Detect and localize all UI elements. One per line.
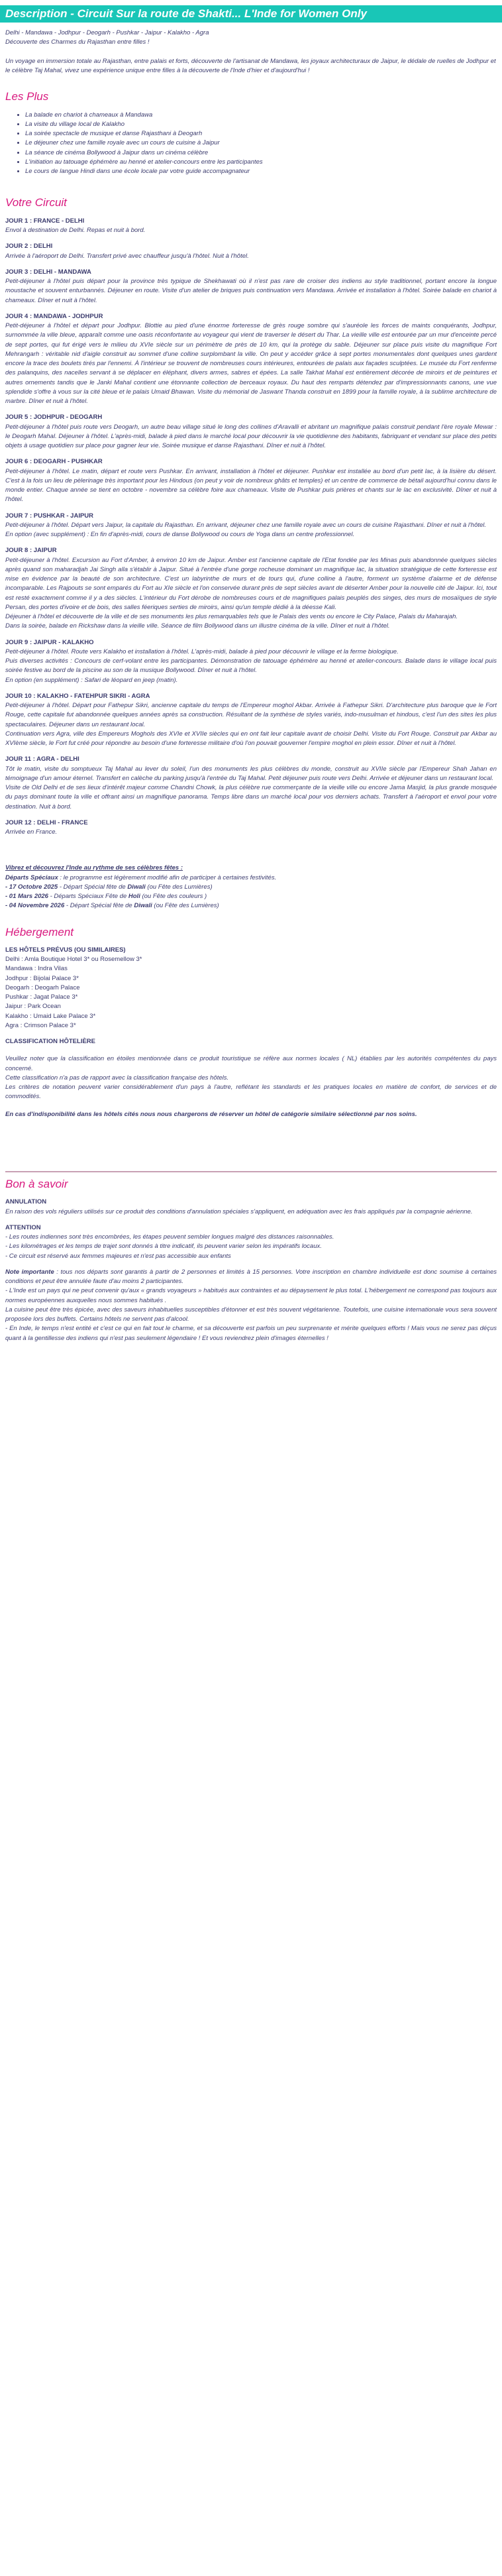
intro [5,28,497,76]
day-paragraph: Déjeuner à l'hôtel et découverte de la ville et de ses monuments les plus remarquables tels que le Palais des vents ou encore le City Palace, Palais du Maharajah. [5,613,458,621]
day-paragraph: Petit-déjeuner à l'hôtel. Excursion au Fort d'Amber, à environ 10 km de Jaipur. Amber est l'ancienne capitale de l'Etat fondée par les Minas puis abandonnée quelques siècles après quand son maharadjah Jai Singh alla s'établir à Jaipur. Situé à l'entrée d'une gorge rocheuse dominant un magnifique lac, la situation stratégique de cette forteresse est mise en évidence par la beauté de son architecture. C'est un labyrinthe de murs et de tours qui, d'une colline à l'autre, forment un système d'alarme et de défense incomparable. Les Rajpouts se sont emparés du Fort au XIe siècle et l'on conservée durant près de sept siècles avant de déserter Amber pour la nouvelle cité de Jaipur. Ici, tout est resté exactement comme il y a des siècles. L'intérieur du Fort dérobe de nombreuses cours et de magnifiques palais peuplés des singes, des murs de mosaïques de style Persan, des portes d'ivoire et de bois, des salles féeriques serties de miroirs, ainsi qu'un temple dédié à la déesse Kali. [5,556,497,611]
info-paragraph: La cuisine peut être très épicée, avec des saveurs inhabituelles susceptibles d'étonner et est très souvent végétarienne. Toutefois, une cuisine internationale vous sera souvent proposée lors des buffets. Certains hôtels ne servent pas d'alcool. [5,1306,497,1323]
festival-note: (ou Fête des Lumières) [152,902,219,910]
festival-name: Diwali [127,883,146,891]
day-title: JOUR 5 : JODHPUR - DEOGARH [5,414,103,421]
day-paragraph: Arrivée à l'aéroport de Delhi. Transfert privé avec chauffeur jusqu'à l'hôtel. Nuit à l'hôtel. [5,252,249,260]
hotel-item: Mandawa : Indra Vilas [5,965,68,973]
hotel-item: Jodhpur : Bijolai Palace 3* [5,974,79,982]
day-block [5,818,497,838]
day-title: JOUR 2 : DELHI [5,243,53,251]
plus-heading: Les Plus [5,90,49,103]
day-paragraph: En option (avec supplément) : En fin d'après-midi, cours de danse Bollywood ou cours de Yoga dans un centre professionnel. [5,531,355,539]
festival-date: - 17 Octobre 2025 [5,883,58,891]
day-paragraph: Dans la soirée, balade en Rickshaw dans la vieille ville. Séance de film Bollywood dans un illustre cinéma de la ville. Dîner et nuit à l'hôtel. [5,622,390,630]
day-title: JOUR 3 : DELHI - MANDAWA [5,268,91,276]
classification-title: CLASSIFICATION HÔTELIÈRE [5,1038,95,1046]
festival-note: (ou Fête des Lumières) [145,883,213,891]
day-block [5,546,497,631]
festival-note: (ou Fête des couleurs ) [140,893,207,901]
special-text: : le programme est légèrement modifié afin de participer à certaines festivités. [58,873,277,881]
info-paragraph: - L'Inde est un pays qui ne peut convenir qu'aux « grands voyageurs » habitués aux contraintes et au dépaysement le plus total. L'hébergement ne correspond pas toujours aux normes européennes auxquelles nous sommes habitués . [5,1287,497,1304]
divider [5,1171,497,1172]
hotel-item: Pushkar : Jagat Palace 3* [5,993,78,1001]
classification-paragraph: Cette classification n'a pas de rapport avec la classification française des hôtels. [5,1074,229,1082]
hotel-item: Jaipur : Park Ocean [5,1003,61,1011]
day-paragraph: Visite de Old Delhi et de ses lieux d'intérêt majeur comme Chandni Chowk, la plus célèbre rue commerçante de la vieille ville ou encore Jama Masjid, la plus grande mosquée du pays dominant toute la ville et offrant ainsi un magnifique panorama. Temps libre dans un marché local pour vos derniers achats. Transfert à l'aéroport et envol pour votre destination. Nuit à bord. [5,784,497,811]
festival-text: - Départ Spécial fête de [64,902,134,910]
important-note [5,1268,497,1287]
day-paragraph: Petit-déjeuner à l'hôtel puis départ pour la province très typique de Shekhawati où il n'est pas rare de croiser des indiens au style traditionnel, portant encore la longue moustache et souvent enturbannés. Déjeuner en route. Visite d'un atelier de briques puis continuation vers Mandawa. Arrivée et installation à l'hôtel. Soirée balade en chariot à chameaux. Dîner et nuit à l'hôtel. [5,278,497,304]
festival-text: - Départ Spécial fête de [58,883,128,891]
day-title: JOUR 7 : PUSHKAR - JAIPUR [5,512,94,520]
hotels-title: LES HÔTELS PRÉVUS (OU SIMILAIRES) [5,946,126,954]
intro-text: Un voyage en immersion totale au Rajasthan, entre palais et forts, découverte de l'artisanat de Mandawa, les joyaux architecturaux de Jaipur, le dédale de ruelles de Jodhpur et le célèbre Taj Mahal, vivez une expérience unique entre filles à la découverte de l'Inde d'hier et d'aujourd'hui ! [5,57,496,74]
attention-line: - Ce circuit est réservé aux femmes majeures et n'est pas accessible aux enfants [5,1252,231,1260]
list-item: • Le cours de langue Hindi dans une école locale par votre guide accompagnateur [25,167,497,176]
hotel-item: Kalakho : Umaid Lake Palace 3* [5,1012,96,1020]
day-paragraph: Continuation vers Agra, ville des Empereurs Moghols des XVIe et XVIIe siècles qui en ont fait leur capitale avant de choisir Delhi. Visite du Fort Rouge. Construit par Akbar au XVIème siècle, le Fort fut créé pour répondre au besoin d'une forteresse militaire d'où l'on pouvait gouverner l'empire moghol en plein essor. Dîner et nuit à l'hôtel. [5,730,497,748]
list-item: • La séance de cinéma Bollywood à Jaipur dans un cinéma célèbre [25,148,497,158]
day-block [5,268,497,306]
festival-item [5,901,497,911]
festivals [5,864,497,911]
attention-title: ATTENTION [5,1223,41,1231]
itinerary [5,217,497,838]
list-item: • Le déjeuner chez une famille royale avec un cours de cuisine à Jaipur [25,139,497,148]
festival-date: - 01 Mars 2026 [5,893,48,901]
day-paragraph: Arrivée en France. [5,828,58,836]
day-paragraph: Petit-déjeuner à l'hôtel. Départ vers Jaipur, la capitale du Rajasthan. En arrivant, déjeuner chez une famille royale avec un cours de cuisine Rajasthani. Dîner et nuit à l'hôtel. [5,521,487,529]
day-block [5,457,497,504]
festival-text: - Départs Spéciaux Fête de [48,893,128,901]
day-block [5,217,497,236]
list-item: • La soirée spectacle de musique et danse Rajasthani à Deogarh [25,129,497,139]
hebergement-heading: Hébergement [5,925,74,938]
list-item: • La visite du village local de Kalakho [25,120,497,129]
circuit-heading: Votre Circuit [5,196,67,209]
note-text: : tous nos départs sont garantis à partir de 2 personnes et limités à 15 personnes. Votre inscription en chambre individuelle est donc soumise à certaines conditions et peut être annulée faute d'au moins 2 participantes. [5,1268,497,1286]
day-paragraph: Petit-déjeuner à l'hôtel. Le matin, départ et route vers Pushkar. En arrivant, installation à l'hôtel et déjeuner. Pushkar est installée au bord d'un petit lac, à la lisière du désert. C'est à la fois un lieu de pèlerinage très important pour les Hindous (on peut y voir de nombreux ghâts et temples) et un centre de commerce de bétail aujourd'hui connu dans le monde entier. Chaque année se tient en octobre - novembre sa célèbre foire aux chameaux. Visite de Pushkar puis prières et chants sur le lac en exclusivité. Dîner et nuit à l'hôtel. [5,467,497,504]
festival-item [5,892,497,901]
festivals-heading: Vibrez et découvrez l'Inde au rythme de ses célèbres fêtes : [5,864,183,872]
festival-item [5,883,497,892]
day-title: JOUR 11 : AGRA - DELHI [5,756,79,763]
day-paragraph: Puis diverses activités : Concours de cerf-volant entre les participantes. Démonstration de tatouage éphémère au henné et atelier-concours. Balade dans le village local puis soirée festive au bord de la piscine au son de la musique Bollywood. Dîner et nuit à l'hôtel. [5,657,497,675]
day-paragraph: Petit-déjeuner à l'hôtel et départ pour Jodhpur. Blottie au pied d'une énorme forteresse de grès rouge sombre qui s'auréole les forces de maints conquérants, Jodhpur, surnommée la ville bleue, apparaît comme une oasis réconfortante au voyageur qui vient de traverser le désert du Thar. La vieille ville est entourée par un mur d'enceinte percé de sept portes, qui fut érigé vers le milieu du XVIe siècle sur un périmètre de près de 10 km, qui la protège du sable. Déjeuner sur place puis visite du magnifique Fort Mehrangarh : véritable nid d'aigle construit au sommet d'une colline surplombant la ville. On peut y accéder grâce à sept portes monumentales dont quelques unes gardent encore la trace des boulets tirés par l'ennemi. À l'intérieur se trouvent de nombreuses cours intérieures, entourées de palais aux façades sculptées. Le musée du Fort renferme des palanquins, des nacelles servant à se déplacer en éléphant, divers armes, sabres et épées. La salle Takhat Mahal est entièrement décorée de miroirs et de peintures et autres ornements tandis que le Janki Mahal contient une étonnante collection de berceaux royaux. Du haut des remparts détendez par d'impressionnants canons, une vue splendide s'offre à vous sur la cité bleue et le palais Umaid Bhawan. Visite du mémorial de Jaswant Thanda construit en 1899 pour la famille royale, à la sublime architecture de marbre. Dîner et nuit à l'hôtel. [5,322,497,406]
day-title: JOUR 4 : MANDAWA - JODHPUR [5,312,103,320]
unavailable-note: En cas d'indisponibilité dans les hôtels cités nous nous chargerons de réserver un hôtel de catégorie similaire sélectionné par nos soins. [5,1110,417,1118]
day-block [5,512,497,540]
festival-date: - 04 Novembre 2026 [5,902,65,910]
classification-paragraph: Veuillez noter que la classification en étoiles mentionnée dans ce produit touristique se réfère aux normes locales ( NL) établies par les autorités compétentes du pays concerné. [5,1055,497,1072]
bon-heading: Bon à savoir [5,1177,68,1190]
info-paragraph: - En Inde, le temps n'est entité et c'est ce qui en fait tout le charme, et sa découverte est parfois un peu surprenante et mérite quelques efforts ! Mais vous ne serez pas déçus quant à la gentillesse des indiens qui n'est pas seulement légendaire ! Et vous reviendrez plein d'images éternelles ! [5,1325,497,1342]
classification-paragraph: Les critères de notation peuvent varier considérablement d'un pays à l'autre, reflétant les standards et les pratiques locales en matière de confort, de services et de commodités. [5,1084,497,1101]
day-paragraph: Petit-déjeuner à l'hôtel puis route vers Deogarh, un autre beau village situé le long des collines d'Aravalli et abritant un magnifique palais construit pendant l'ère royale Mewar : le Deogarh Mahal. Déjeuner à l'hôtel. L'après-midi, balade à pied dans le marché local pour découvrir la vie quotidienne des habitants, fabriquant et vendant sur place des petits objets à usage quotidien sur place pour gagner leur vie. Soirée musique et danse Rajasthani. Dîner et nuit à l'hôtel. [5,423,497,450]
intro-route: Delhi - Mandawa - Jodhpur - Deogarh - Pushkar - Jaipur - Kalakho - Agra [5,29,209,36]
hotel-item: Deogarh : Deogarh Palace [5,983,80,991]
day-paragraph: Envol à destination de Delhi. Repas et nuit à bord. [5,227,146,235]
day-block [5,242,497,261]
day-paragraph: Petit-déjeuner à l'hôtel. Départ pour Fathepur Sikri, ancienne capitale du temps de l'Empereur moghol Akbar. Arrivée à Fathepur Sikri. D'architecture plus baroque que le Fort Rouge, cette capitale fut abandonnée quelques années après sa construction. Résultant de la synthèse de styles variés, indo-musulman et hindous, c'est l'un des sites les plus spectaculaires. Déjeuner dans un restaurant local. [5,702,497,728]
day-block [5,638,497,685]
page-title: Description - Circuit Sur la route de Shakti... L'Inde for Women Only [0,5,502,23]
hotel-item: Delhi : Amla Boutique Hotel 3* ou Rosemellow 3* [5,956,142,964]
day-paragraph: Petit-déjeuner à l'hôtel. Route vers Kalakho et installation à l'hôtel. L'après-midi, balade à pied pour découvrir le village et la ferme biologique. [5,647,399,655]
day-title: JOUR 9 : JAIPUR - KALAKHO [5,638,94,646]
intro-tagline: Découverte des Charmes du Rajasthan entre filles ! [5,38,150,46]
day-block [5,692,497,749]
day-block [5,413,497,451]
day-title: JOUR 1 : FRANCE - DELHI [5,217,85,225]
festivals-special [5,873,497,883]
attention-line: - Les routes indiennes sont très encombrées, les étapes peuvent sembler longues malgré des distances raisonnables. [5,1233,334,1241]
intro-spacer [5,48,497,57]
day-title: JOUR 12 : DELHI - FRANCE [5,818,88,826]
day-title: JOUR 10 : KALAKHO - FATEHPUR SIKRI - AGRA [5,692,150,700]
annulation-title: ANNULATION [5,1198,47,1206]
day-block [5,755,497,812]
list-item: • La balade en chariot à chameaux à Mandawa [25,111,497,120]
attention-line: - Les kilométrages et les temps de trajet sont donnés à titre indicatif, ils peuvent varier selon les impératifs locaux. [5,1243,322,1251]
festival-name: Diwali [134,902,152,910]
hotel-item: Agra : Crimson Palace 3* [5,1021,76,1029]
note-label: Note importante [5,1268,54,1276]
list-item: • L'initiation au tatouage éphémère au henné et atelier-concours entre les participantes [25,158,497,167]
annulation-text: En raison des vols réguliers utilisés sur ce produit des conditions d'annulation spéciales s'appliquent, en adéquation avec les frais appliqués par la compagnie aérienne. [5,1207,473,1215]
day-title: JOUR 8 : JAIPUR [5,547,57,555]
day-block [5,312,497,407]
festival-name: Holi [128,893,140,901]
day-title: JOUR 6 : DEOGARH - PUSHKAR [5,458,103,466]
day-paragraph: Tôt le matin, visite du somptueux Taj Mahal au lever du soleil, l'un des monuments les plus célèbres du monde, construit au XVIIe siècle par l'Empereur Shah Jahan en témoignage d'un amour éternel. Transfert en calèche du parking jusqu'à l'entrée du Taj Mahal. Petit déjeuner puis route vers Delhi. Arrivée et déjeuner dans un restaurant local. [5,765,497,782]
plus-list [5,111,497,177]
special-label: Départs Spéciaux [5,873,58,881]
day-paragraph: En option (en supplément) : Safari de léopard en jeep (matin). [5,676,178,684]
